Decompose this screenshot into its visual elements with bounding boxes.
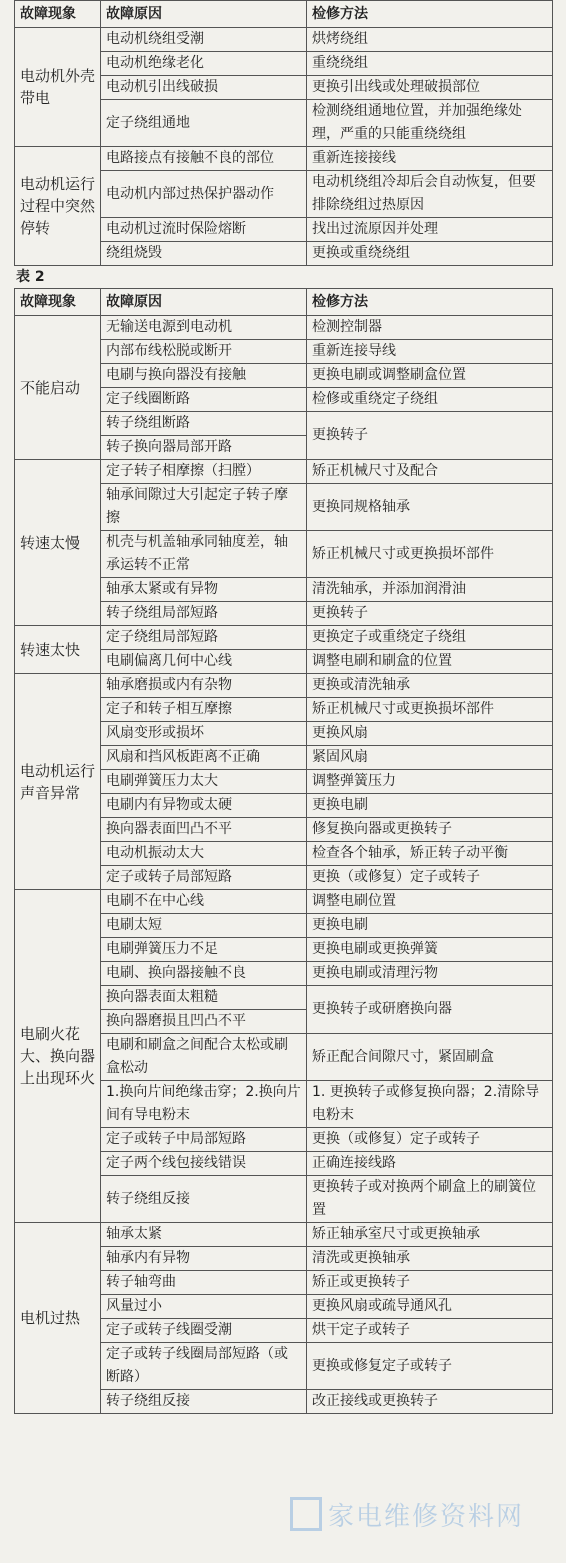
fix-cell: 修复换向器或更换转子 — [307, 818, 553, 842]
cause-cell: 转子绕组局部短路 — [101, 602, 307, 626]
cause-cell: 电刷弹簧压力太大 — [101, 770, 307, 794]
fix-cell: 更换引出线或处理破损部位 — [307, 76, 553, 100]
table-row — [15, 316, 553, 340]
fix-cell: 正确连接线路 — [307, 1152, 553, 1176]
document — [14, 0, 552, 1414]
symptom-cell: 电刷火花大、换向器上出现环火 — [15, 890, 101, 1223]
fix-cell: 调整电刷位置 — [307, 890, 553, 914]
table-row — [15, 28, 553, 52]
cause-cell: 无输送电源到电动机 — [101, 316, 307, 340]
cause-cell: 电动机绝缘老化 — [101, 52, 307, 76]
cause-cell: 定子或转子中局部短路 — [101, 1128, 307, 1152]
cause-cell: 电动机引出线破损 — [101, 76, 307, 100]
header-cause: 故障原因 — [101, 1, 307, 28]
fix-cell: 调整电刷和刷盒的位置 — [307, 650, 553, 674]
cause-cell: 电刷和刷盒之间配合太松或刷盒松动 — [101, 1034, 307, 1081]
fix-cell: 更换或修复定子或转子 — [307, 1343, 553, 1390]
fix-cell: 更换电刷或调整刷盒位置 — [307, 364, 553, 388]
symptom-cell: 转速太快 — [15, 626, 101, 674]
fix-cell: 烘干定子或转子 — [307, 1319, 553, 1343]
fix-cell: 更换转子 — [307, 602, 553, 626]
fix-cell: 更换或重绕绕组 — [307, 242, 553, 266]
table-header-row — [15, 1, 553, 28]
cause-cell: 定子绕组局部短路 — [101, 626, 307, 650]
fix-cell: 矫正配合间隙尺寸，紧固刷盒 — [307, 1034, 553, 1081]
fix-cell: 更换定子或重绕定子绕组 — [307, 626, 553, 650]
header-symptom: 故障现象 — [15, 1, 101, 28]
table-row — [15, 1223, 553, 1247]
cause-cell: 转子绕组断路 — [101, 412, 307, 436]
fix-cell: 更换（或修复）定子或转子 — [307, 866, 553, 890]
watermark-text: 家电维修资料网 — [328, 1502, 525, 1532]
cause-cell: 定子两个线包接线错误 — [101, 1152, 307, 1176]
fix-cell: 检测控制器 — [307, 316, 553, 340]
fix-cell: 清洗或更换轴承 — [307, 1247, 553, 1271]
table-row — [15, 460, 553, 484]
cause-cell: 电动机振动太大 — [101, 842, 307, 866]
cause-cell: 转子换向器局部开路 — [101, 436, 307, 460]
fix-cell: 更换（或修复）定子或转子 — [307, 1128, 553, 1152]
fix-cell: 重新连接接线 — [307, 147, 553, 171]
table-header-row — [15, 289, 553, 316]
cause-cell: 换向器磨损且凹凸不平 — [101, 1010, 307, 1034]
fix-cell: 更换电刷 — [307, 794, 553, 818]
cause-cell: 换向器表面凹凸不平 — [101, 818, 307, 842]
cause-cell: 电动机绕组受潮 — [101, 28, 307, 52]
symptom-cell: 电动机外壳带电 — [15, 28, 101, 147]
cause-cell: 电刷、换向器接触不良 — [101, 962, 307, 986]
fix-cell: 检查各个轴承，矫正转子动平衡 — [307, 842, 553, 866]
cause-cell: 轴承太紧 — [101, 1223, 307, 1247]
cause-cell: 绕组烧毁 — [101, 242, 307, 266]
cause-cell: 电路接点有接触不良的部位 — [101, 147, 307, 171]
header-symptom: 故障现象 — [15, 289, 101, 316]
fix-cell: 更换风扇 — [307, 722, 553, 746]
fix-cell: 更换转子或对换两个刷盒上的刷簧位置 — [307, 1176, 553, 1223]
cause-cell: 电刷不在中心线 — [101, 890, 307, 914]
cause-cell: 风量过小 — [101, 1295, 307, 1319]
fix-cell: 烘烤绕组 — [307, 28, 553, 52]
fix-cell: 清洗轴承，并添加润滑油 — [307, 578, 553, 602]
fix-cell: 更换电刷或更换弹簧 — [307, 938, 553, 962]
symptom-cell: 电机过热 — [15, 1223, 101, 1414]
cause-cell: 机壳与机盖轴承同轴度差，轴承运转不正常 — [101, 531, 307, 578]
cause-cell: 1.换向片间绝缘击穿；2.换向片间有导电粉末 — [101, 1081, 307, 1128]
fix-cell: 矫正机械尺寸或更换损坏部件 — [307, 531, 553, 578]
cause-cell: 风扇和挡风板距离不正确 — [101, 746, 307, 770]
table-row — [15, 674, 553, 698]
cause-cell: 电刷偏离几何中心线 — [101, 650, 307, 674]
header-cause: 故障原因 — [101, 289, 307, 316]
fix-cell: 检修或重绕定子绕组 — [307, 388, 553, 412]
fix-cell: 调整弹簧压力 — [307, 770, 553, 794]
cause-cell: 转子轴弯曲 — [101, 1271, 307, 1295]
fix-cell: 更换电刷或清理污物 — [307, 962, 553, 986]
fault-table-2 — [14, 288, 553, 1414]
cause-cell: 换向器表面太粗糙 — [101, 986, 307, 1010]
header-fix: 检修方法 — [307, 289, 553, 316]
fault-table-1 — [14, 0, 553, 266]
cause-cell: 轴承太紧或有异物 — [101, 578, 307, 602]
fix-cell: 找出过流原因并处理 — [307, 218, 553, 242]
fix-cell: 1. 更换转子或修复换向器；2.清除导电粉末 — [307, 1081, 553, 1128]
cause-cell: 定子线圈断路 — [101, 388, 307, 412]
table-row — [15, 626, 553, 650]
cause-cell: 定子转子相摩擦（扫膛） — [101, 460, 307, 484]
cause-cell: 定子和转子相互摩擦 — [101, 698, 307, 722]
fix-cell: 重绕绕组 — [307, 52, 553, 76]
table-row — [15, 890, 553, 914]
fix-cell: 更换转子 — [307, 412, 553, 460]
cause-cell: 定子或转子线圈局部短路（或断路） — [101, 1343, 307, 1390]
fix-cell: 改正接线或更换转子 — [307, 1390, 553, 1414]
header-fix: 检修方法 — [307, 1, 553, 28]
fix-cell: 更换同规格轴承 — [307, 484, 553, 531]
cause-cell: 内部布线松脱或断开 — [101, 340, 307, 364]
fix-cell: 电动机绕组冷却后会自动恢复，但要排除绕组过热原因 — [307, 171, 553, 218]
cause-cell: 电刷弹簧压力不足 — [101, 938, 307, 962]
cause-cell: 电刷内有异物或太硬 — [101, 794, 307, 818]
cause-cell: 电动机内部过热保护器动作 — [101, 171, 307, 218]
fix-cell: 更换风扇或疏导通风孔 — [307, 1295, 553, 1319]
cause-cell: 转子绕组反接 — [101, 1390, 307, 1414]
cause-cell: 电刷太短 — [101, 914, 307, 938]
fix-cell: 更换或清洗轴承 — [307, 674, 553, 698]
symptom-cell: 电动机运行过程中突然停转 — [15, 147, 101, 266]
fix-cell: 矫正轴承室尺寸或更换轴承 — [307, 1223, 553, 1247]
fix-cell: 更换电刷 — [307, 914, 553, 938]
cause-cell: 定子或转子局部短路 — [101, 866, 307, 890]
cause-cell: 风扇变形或损坏 — [101, 722, 307, 746]
fix-cell: 紧固风扇 — [307, 746, 553, 770]
cause-cell: 转子绕组反接 — [101, 1176, 307, 1223]
fix-cell: 矫正或更换转子 — [307, 1271, 553, 1295]
cause-cell: 定子或转子线圈受潮 — [101, 1319, 307, 1343]
table-row — [15, 147, 553, 171]
symptom-cell: 转速太慢 — [15, 460, 101, 626]
fix-cell: 矫正机械尺寸或更换损坏部件 — [307, 698, 553, 722]
cause-cell: 电刷与换向器没有接触 — [101, 364, 307, 388]
fix-cell: 更换转子或研磨换向器 — [307, 986, 553, 1034]
symptom-cell: 不能启动 — [15, 316, 101, 460]
cause-cell: 电动机过流时保险熔断 — [101, 218, 307, 242]
fix-cell: 重新连接导线 — [307, 340, 553, 364]
cause-cell: 轴承磨损或内有杂物 — [101, 674, 307, 698]
symptom-cell: 电动机运行声音异常 — [15, 674, 101, 890]
fix-cell: 矫正机械尺寸及配合 — [307, 460, 553, 484]
fix-cell: 检测绕组通地位置，并加强绝缘处理，严重的只能重绕绕组 — [307, 100, 553, 147]
cause-cell: 定子绕组通地 — [101, 100, 307, 147]
table-2-label: 表 2 — [16, 269, 45, 285]
cause-cell: 轴承间隙过大引起定子转子摩擦 — [101, 484, 307, 531]
cause-cell: 轴承内有异物 — [101, 1247, 307, 1271]
